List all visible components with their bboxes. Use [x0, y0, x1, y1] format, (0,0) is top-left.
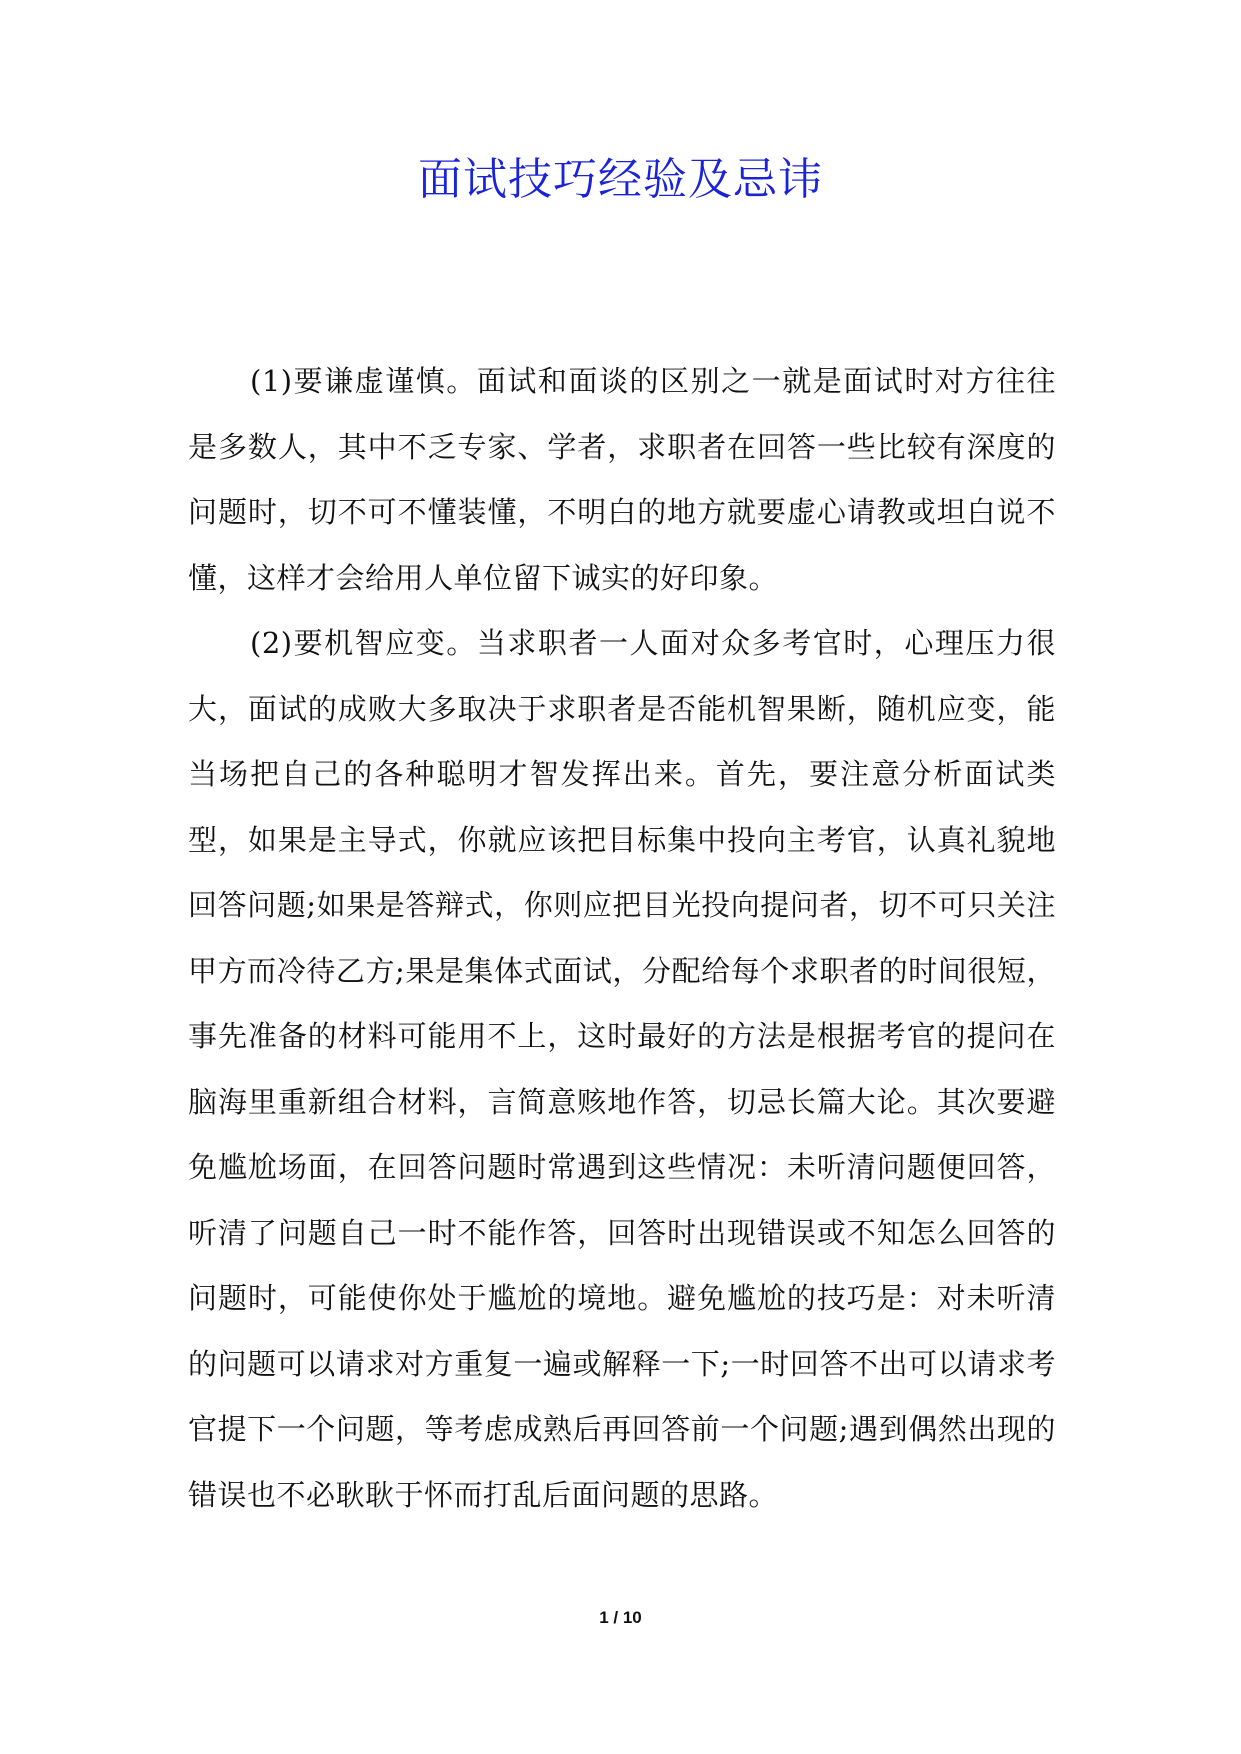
- document-title: 面试技巧经验及忌讳: [418, 154, 823, 205]
- paragraph-2: (2)要机智应变。当求职者一人面对众多考官时，心理压力很大，面试的成败大多取决于求职者是否能机智果断，随机应变，能当场把自己的各种聪明才智发挥出来。首先，要注意分析面试类型，如果是主导式，你就应该把目标集中投向主考官，认真礼貌地回答问题;如果是答辩式，你则应把目光投向提问者，切不可只关注甲方而冷待乙方;果是集体式面试，分配给每个求职者的时间很短，事先准备的材料可能用不上，这时最好的方法是根据考官的提问在脑海里重新组合材料，言简意赅地作答，切忌长篇大论。其次要避免尴尬场面，在回答问题时常遇到这些情况：未听清问题便回答，听清了问题自己一时不能作答，回答时出现错误或不知怎么回答的问题时，可能使你处于尴尬的境地。避免尴尬的技巧是：对未听清的问题可以请求对方重复一遍或解释一下;一时回答不出可以请求考官提下一个问题，等考虑成熟后再回答前一个问题;遇到偶然出现的错误也不必耿耿于怀而打乱后面问题的思路。: [188, 626, 1056, 1512]
- document-body: [188, 349, 1056, 1528]
- page-number: 1 / 10: [599, 1608, 642, 1627]
- paragraph-1: (1)要谦虚谨慎。面试和面谈的区别之一就是面试时对方往往是多数人，其中不乏专家、学者，求职者在回答一些比较有深度的问题时，切不可不懂装懂，不明白的地方就要虚心请教或坦白说不懂，这样才会给用人单位留下诚实的好印象。: [188, 364, 1056, 595]
